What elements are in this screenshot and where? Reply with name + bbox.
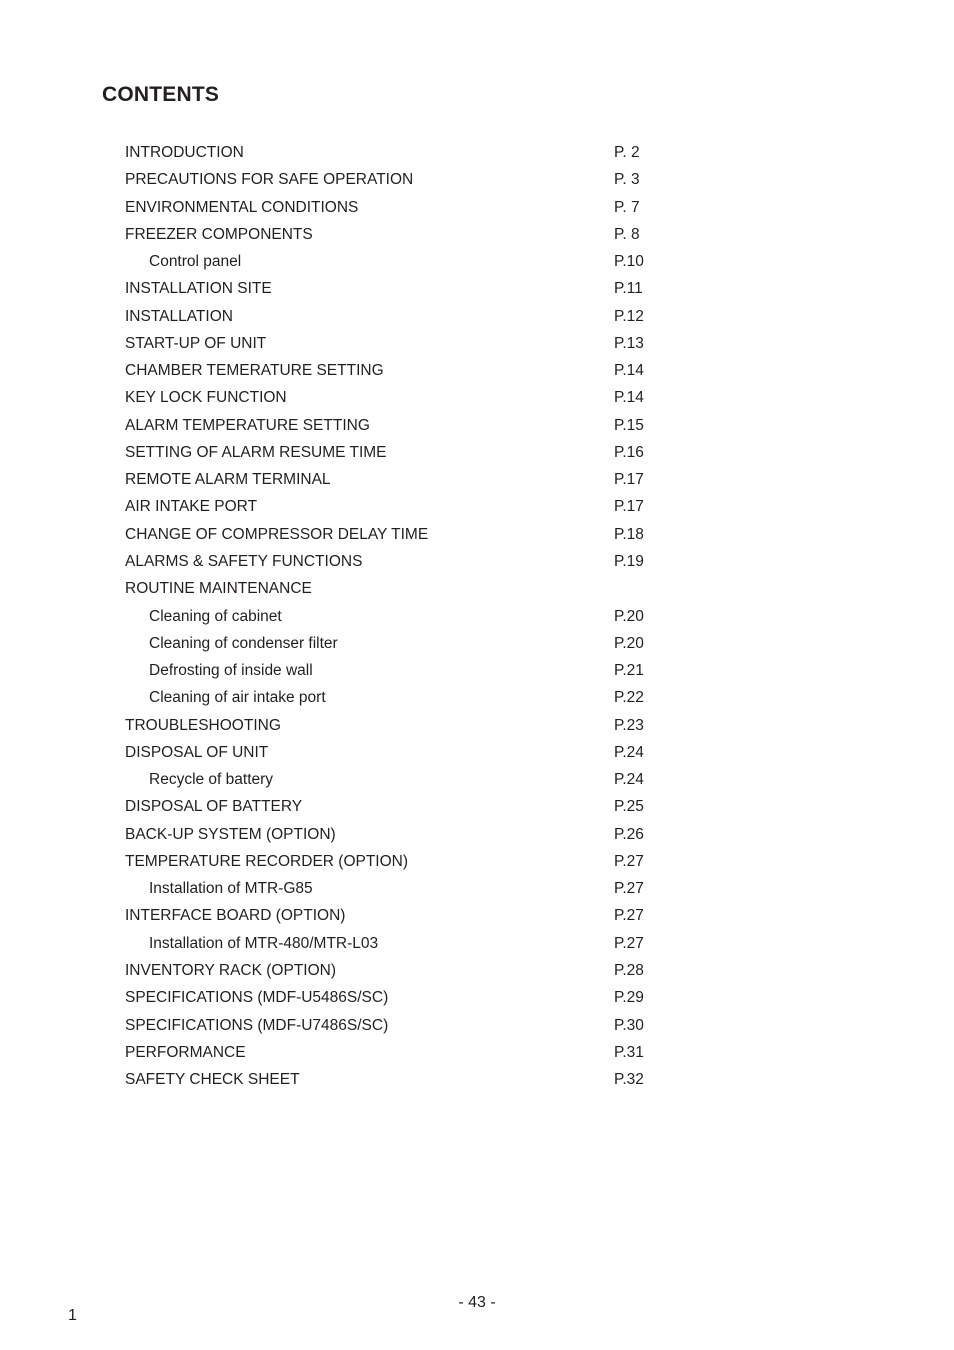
toc-entry [125, 987, 685, 1014]
toc-entry [125, 824, 685, 851]
page-number: - 43 - [458, 1294, 496, 1311]
toc-entry-page: P.27 [614, 907, 644, 925]
toc-entry [125, 905, 685, 932]
toc-entry-page: P.15 [614, 416, 644, 434]
toc-entry [125, 442, 685, 469]
toc-entry [125, 851, 685, 878]
toc-subentry [125, 878, 685, 905]
toc-subentry [125, 769, 685, 796]
toc-entry-label: Cleaning of condenser filter [149, 634, 338, 652]
toc-subentry [125, 251, 685, 278]
toc-entry-page: P. 2 [614, 144, 640, 161]
toc-entry-page: P.14 [614, 362, 644, 380]
toc-entry [125, 224, 685, 251]
toc-entry [125, 1042, 685, 1069]
toc-entry [125, 1015, 685, 1042]
toc-entry [125, 551, 685, 578]
toc-entry-label: INSTALLATION SITE [125, 280, 272, 298]
toc-entry-label: INTERFACE BOARD (OPTION) [125, 907, 346, 925]
toc-entry-label: Installation of MTR-480/MTR-L03 [149, 934, 379, 952]
toc-entry-page: P.22 [614, 689, 644, 707]
toc-entry-label: INSTALLATION [125, 307, 233, 325]
toc-entry-page: P.32 [614, 1071, 644, 1089]
page-title: CONTENTS [102, 83, 220, 106]
toc-entry-label: SPECIFICATIONS (MDF-U7486S/SC) [125, 1016, 389, 1034]
toc-entry-label: Cleaning of air intake port [149, 689, 326, 707]
toc-entry-label: SPECIFICATIONS (MDF-U5486S/SC) [125, 989, 389, 1007]
toc-entry-label: DISPOSAL OF UNIT [125, 743, 269, 761]
toc-entry [125, 142, 685, 169]
toc-entry [125, 960, 685, 987]
toc-entry-page: P.21 [614, 662, 644, 680]
toc-entry-label: PRECAUTIONS FOR SAFE OPERATION [125, 171, 414, 189]
toc-entry-page: P.19 [614, 552, 644, 570]
toc-entry [125, 469, 685, 496]
toc-entry [125, 715, 685, 742]
toc-entry [125, 524, 685, 551]
table-of-contents [125, 142, 685, 1096]
toc-entry [125, 306, 685, 333]
toc-entry-label: Installation of MTR-G85 [149, 880, 313, 898]
toc-entry [125, 1069, 685, 1096]
toc-entry-label: Recycle of battery [149, 771, 274, 789]
toc-entry-label: PERFORMANCE [125, 1043, 246, 1061]
toc-entry-label: FREEZER COMPONENTS [125, 225, 313, 243]
toc-entry-page: P.31 [614, 1043, 644, 1061]
toc-entry [125, 278, 685, 305]
toc-entry-page: P.13 [614, 334, 644, 352]
toc-entry [125, 333, 685, 360]
toc-entry-page: P.29 [614, 989, 644, 1007]
toc-entry [125, 360, 685, 387]
toc-entry [125, 415, 685, 442]
toc-entry-page: P.28 [614, 961, 644, 979]
toc-entry-page: P.17 [614, 471, 644, 489]
toc-entry-page: P.20 [614, 607, 644, 625]
toc-entry [125, 742, 685, 769]
toc-entry-page: P.10 [614, 253, 644, 271]
toc-entry-page: P.25 [614, 798, 644, 816]
toc-entry [125, 796, 685, 823]
toc-entry-label: INVENTORY RACK (OPTION) [125, 961, 337, 979]
toc-subentry [125, 606, 685, 633]
toc-entry-page: P.26 [614, 825, 644, 843]
toc-entry-label: SETTING OF ALARM RESUME TIME [125, 443, 387, 461]
toc-entry-label: ALARM TEMPERATURE SETTING [125, 416, 370, 434]
toc-entry-label: START-UP OF UNIT [125, 334, 267, 352]
toc-subentry [125, 933, 685, 960]
toc-entry-page: P.11 [614, 280, 643, 298]
toc-entry-page: P.12 [614, 307, 644, 325]
toc-entry-label: ALARMS & SAFETY FUNCTIONS [125, 552, 363, 570]
toc-entry-label: KEY LOCK FUNCTION [125, 389, 287, 407]
toc-entry-page: P.27 [614, 934, 644, 952]
toc-entry-page: P.14 [614, 389, 644, 407]
toc-entry-label: ROUTINE MAINTENANCE [125, 580, 312, 598]
toc-entry-page: P.23 [614, 716, 644, 734]
toc-entry-label: CHAMBER TEMERATURE SETTING [125, 362, 384, 380]
toc-entry-page: P.20 [614, 634, 644, 652]
toc-entry-label: Defrosting of inside wall [149, 662, 313, 680]
toc-entry-label: AIR INTAKE PORT [125, 498, 258, 516]
toc-entry-label: TEMPERATURE RECORDER (OPTION) [125, 852, 409, 870]
toc-entry-page: P.30 [614, 1016, 644, 1034]
toc-entry-page: P.27 [614, 880, 644, 898]
toc-subentry [125, 660, 685, 687]
toc-entry [125, 496, 685, 523]
toc-entry-page: P. 3 [614, 171, 640, 189]
toc-entry-page: P.24 [614, 743, 644, 761]
toc-entry-label: Cleaning of cabinet [149, 607, 282, 625]
toc-subentry [125, 687, 685, 714]
toc-entry-label: Control panel [149, 253, 242, 271]
toc-entry-label: INTRODUCTION [125, 144, 244, 161]
toc-entry-page: P.17 [614, 498, 644, 516]
toc-entry [125, 387, 685, 414]
toc-entry-page: P. 7 [614, 198, 640, 216]
sheet-number: 1 [68, 1307, 77, 1324]
toc-entry-page: P.27 [614, 852, 644, 870]
toc-entry-page: P. 8 [614, 225, 640, 243]
toc-entry-label: BACK-UP SYSTEM (OPTION) [125, 825, 336, 843]
toc-entry-label: CHANGE OF COMPRESSOR DELAY TIME [125, 525, 429, 543]
toc-entry [125, 578, 685, 605]
toc-entry [125, 169, 685, 196]
toc-entry-label: DISPOSAL OF BATTERY [125, 798, 303, 816]
toc-entry-label: SAFETY CHECK SHEET [125, 1071, 300, 1089]
toc-entry-page: P.18 [614, 525, 644, 543]
toc-entry-label: ENVIRONMENTAL CONDITIONS [125, 198, 359, 216]
toc-entry-label: TROUBLESHOOTING [125, 716, 281, 734]
toc-subentry [125, 633, 685, 660]
toc-entry-label: REMOTE ALARM TERMINAL [125, 471, 331, 489]
toc-entry [125, 197, 685, 224]
toc-entry-page: P.16 [614, 443, 644, 461]
toc-entry-page: P.24 [614, 771, 644, 789]
